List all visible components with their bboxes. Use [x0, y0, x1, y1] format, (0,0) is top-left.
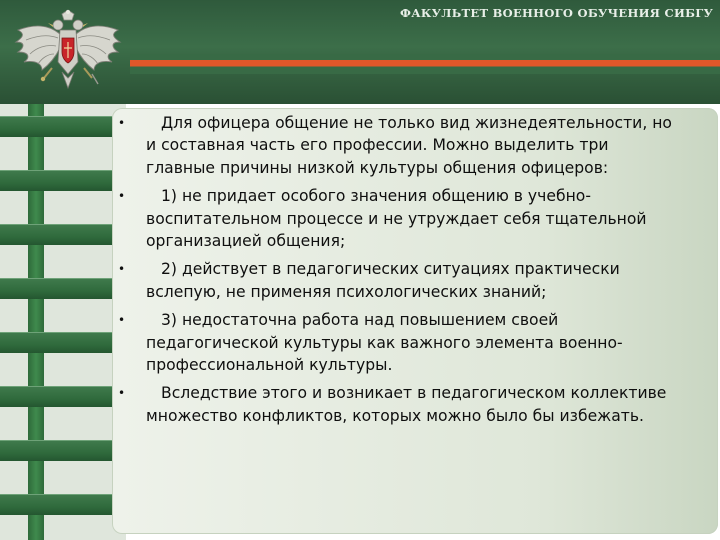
bullet-marker: •	[118, 262, 126, 277]
header-stripe	[130, 54, 720, 74]
list-item	[118, 185, 678, 252]
bullet-marker: •	[118, 313, 126, 328]
list-item-text: 2) действует в педагогических ситуациях практически вслепую, не применяя психологических знаний;	[146, 260, 620, 301]
bullet-marker: •	[118, 386, 126, 401]
list-item	[118, 112, 678, 179]
bullet-marker: •	[118, 189, 126, 204]
list-item-text: Для офицера общение не только вид жизнедеятельности, но и составная часть его профессии. Можно выделить три главные причины низкой культуры общения офицеров:	[146, 114, 672, 177]
sidebar-bar	[0, 278, 118, 299]
list-item	[118, 382, 678, 427]
list-item	[118, 309, 678, 376]
sidebar-bar	[0, 332, 118, 353]
sidebar-decoration	[0, 104, 126, 540]
header-banner	[0, 0, 720, 104]
sidebar-bar	[0, 494, 118, 515]
sidebar-bar	[0, 170, 118, 191]
list-item	[118, 258, 678, 303]
list-item-text: 1) не придает особого значения общению в учебно-воспитательном процессе и не утруждает себя тщательной организацией общения;	[146, 187, 647, 251]
sidebar-bar	[0, 386, 118, 407]
bullet-list	[118, 112, 678, 433]
sidebar-bar	[0, 224, 118, 245]
header-title: ФАКУЛЬТЕТ ВОЕННОГО ОБУЧЕНИЯ СИБГУ	[400, 6, 714, 20]
sidebar-bar	[0, 116, 118, 137]
sidebar-post	[28, 515, 44, 540]
list-item-text: Вследствие этого и возникает в педагогическом коллективе множество конфликтов, которых можно было бы избежать.	[146, 384, 667, 425]
double-headed-eagle-emblem-icon	[12, 8, 124, 100]
bullet-marker: •	[118, 116, 126, 130]
list-item-text: 3) недостаточна работа над повышением своей педагогической культуры как важного элемента военно-профессиональной культуры.	[146, 311, 623, 375]
sidebar-bar	[0, 440, 118, 461]
